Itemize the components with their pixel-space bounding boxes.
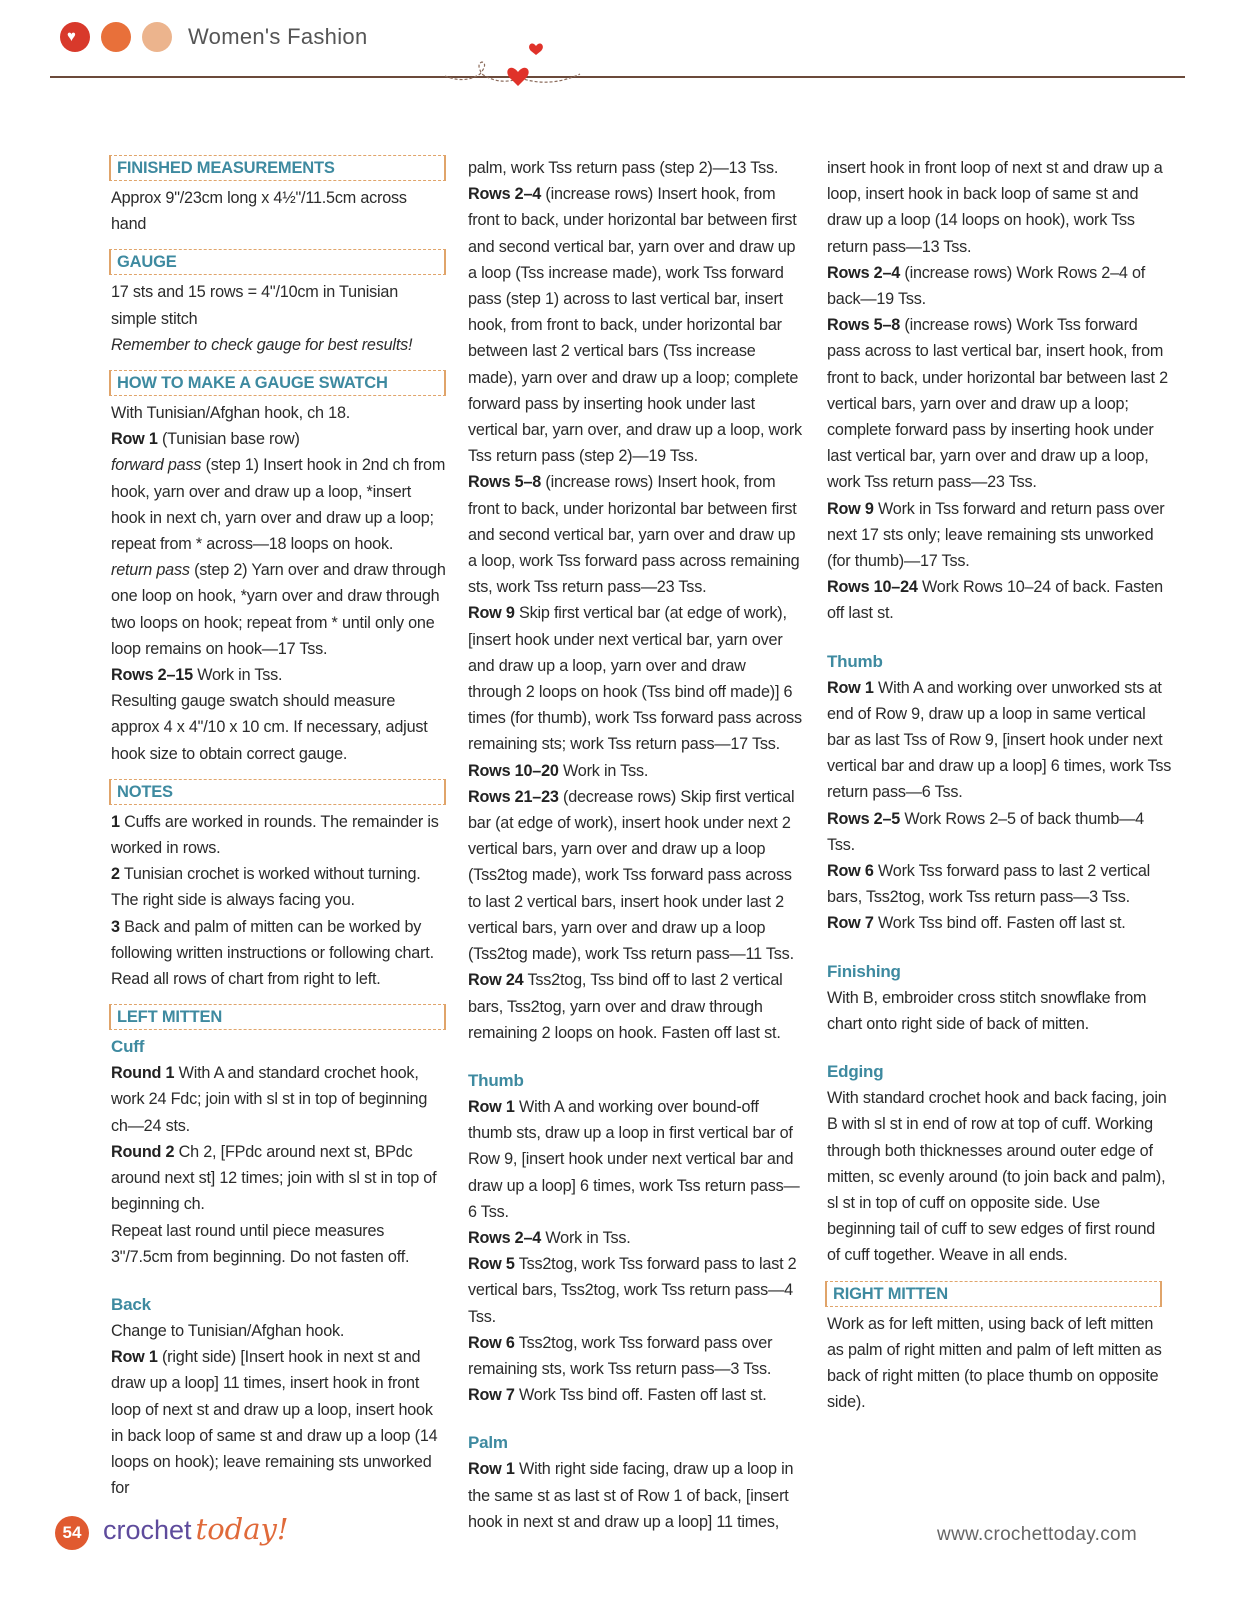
back-rows-5-8: Rows 5–8 (increase rows) Insert hook, from front to back, under horizontal bar between first and second vertical bar, yarn over and draw up a loop, work Tss forward pass across remaining sts, work Tss return pass—23 Tss. (468, 473, 800, 597)
palm-row-1: Row 1 With right side facing, draw up a loop in the same st as last st of Row 1 of back, [insert hook in next st and draw up a loop] 11 times, (468, 1460, 794, 1531)
cuff-round-1: Round 1 With A and standard crochet hook, work 24 Fdc; join with sl st in top of beginning ch—24 sts. (111, 1064, 428, 1135)
finishing-text: With B, embroider cross stitch snowflake from chart onto right side of back of mitten. (827, 988, 1147, 1033)
right-mitten-heading: RIGHT MITTEN (825, 1281, 1162, 1307)
edging-heading: Edging (827, 1062, 884, 1082)
swatch-intro: With Tunisian/Afghan hook, ch 18. (111, 404, 351, 423)
notes-heading: NOTES (109, 779, 446, 805)
orange-dot-icon (101, 22, 131, 52)
palm-thumb-rows-2-5: Rows 2–5 Work Rows 2–5 of back thumb—4 Tss. (827, 809, 1144, 854)
note-1: 1 Cuffs are worked in rounds. The remainder is worked in rows. (111, 812, 439, 858)
red-dot-icon (60, 22, 90, 52)
swatch-rows-2-15: Rows 2–15 Work in Tss. (111, 666, 283, 685)
left-mitten-heading: LEFT MITTEN (109, 1004, 446, 1030)
back-row-9: Row 9 Skip first vertical bar (at edge of work), [insert hook under next vertical bar, yarn over and draw up a loop, yarn over and draw through 2 loops on hook (Tss bind off made)] 6 times (for thumb), work Tss forward pass across remaining sts; work Tss return pass—17 Tss. (468, 604, 802, 754)
column-1 (111, 155, 446, 1501)
back-thumb-row-6: Row 6 Tss2tog, work Tss forward pass over remaining sts, work Tss return pass—3 Tss. (468, 1333, 773, 1378)
palm-rows-10-24: Rows 10–24 Work Rows 10–24 of back. Fasten off last st. (827, 578, 1163, 623)
header-rule (50, 76, 1185, 78)
gauge-swatch-heading: HOW TO MAKE A GAUGE SWATCH (109, 370, 446, 396)
gauge-heading: GAUGE (109, 249, 446, 275)
palm-thumb-heading: Thumb (827, 651, 883, 671)
back-thumb-row-5: Row 5 Tss2tog, work Tss forward pass to last 2 vertical bars, Tss2tog, work Tss return pass—4 Tss. (468, 1255, 797, 1326)
back-heading: Back (111, 1294, 151, 1314)
swatch-result: Resulting gauge swatch should measure approx 4 x 4"/10 x 10 cm. If necessary, adjust hook size to obtain correct gauge. (111, 692, 428, 763)
back-rows-21-23: Rows 21–23 (decrease rows) Skip first vertical bar (at edge of work), insert hook under next 2 vertical bars, yarn over and draw up a loop (Tss2tog made), work Tss forward pass across to last 2 vertical bars, insert hook under last 2 vertical bars, yarn over and draw up a loop (Tss2tog made), work Tss return pass—11 Tss. (468, 787, 795, 964)
brand-crochet: crochet (103, 1515, 192, 1545)
cuff-heading: Cuff (111, 1037, 145, 1057)
palm-row-1-cont: insert hook in front loop of next st and draw up a loop, insert hook in back loop of same st and draw up a loop (14 loops on hook), work Tss return pass—13 Tss. (827, 159, 1163, 256)
column-3 (827, 155, 1172, 1415)
palm-thumb-row-1: Row 1 With A and working over unworked sts at end of Row 9, draw up a loop in same vertical bar as last Tss of Row 9, [insert hook under next vertical bar and draw up a loop] 6 times, work Tss return pass—6 Tss. (827, 678, 1172, 802)
gauge-text: 17 sts and 15 rows = 4"/10cm in Tunisian simple stitch (111, 283, 399, 328)
swatch-return-pass: return pass (step 2) Yarn over and draw through one loop on hook, *yarn over and draw through two loops on hook; repeat from * until only one loop remains on hook—17 Tss. (111, 561, 446, 658)
website-url: www.crochettoday.com (937, 1524, 1137, 1545)
swatch-forward-pass: forward pass (step 1) Insert hook in 2nd ch from hook, yarn over and draw up a loop, *insert hook in next ch, yarn over and draw up a loop; repeat from * across—18 loops on hook. (111, 456, 446, 554)
finished-measurements-text: Approx 9"/23cm long x 4½"/11.5cm across hand (111, 189, 407, 234)
back-thumb-row-1: Row 1 With A and working over bound-off thumb sts, draw up a loop in first vertical bar of Row 9, [insert hook under next vertical bar and draw up a loop] 6 times, work Tss return pass—6 Tss. (468, 1097, 800, 1221)
palm-thumb-row-6: Row 6 Work Tss forward pass to last 2 vertical bars, Tss2tog, work Tss return pass—3 Tss. (827, 862, 1151, 907)
palm-row-9: Row 9 Work in Tss forward and return pass over next 17 sts only; leave remaining sts unworked (for thumb)—17 Tss. (827, 499, 1165, 571)
peach-dot-icon (142, 22, 172, 52)
back-thumb-heading: Thumb (468, 1070, 524, 1090)
cuff-repeat: Repeat last round until piece measures 3"/7.5cm from beginning. Do not fasten off. (111, 1221, 410, 1266)
finishing-heading: Finishing (827, 961, 901, 981)
back-thumb-rows-2-4: Rows 2–4 Work in Tss. (468, 1228, 631, 1247)
back-rows-2-4: Rows 2–4 (increase rows) Insert hook, from front to back, under horizontal bar between first and second vertical bar, yarn over and draw up a loop (Tss increase made), work Tss forward pass (step 1) across to last vertical bar, insert hook, from front to back, under horizontal bar between last 2 vertical bars (Tss increase made), yarn over and draw up a loop; complete forward pass by inserting hook under last vertical bar, yarn over, and draw up a loop, work Tss return pass (step 2)—19 Tss. (468, 185, 802, 466)
back-intro: Change to Tunisian/Afghan hook. (111, 1321, 345, 1340)
heart-icon: ♥ (67, 28, 76, 45)
back-row-1-cont: palm, work Tss return pass (step 2)—13 Tss. (468, 159, 779, 177)
note-3: 3 Back and palm of mitten can be worked by following written instructions or following chart. Read all rows of chart from right to left. (111, 917, 434, 989)
swatch-row-1: Row 1 (Tunisian base row) (111, 430, 300, 449)
note-2: 2 Tunisian crochet is worked without turning. The right side is always facing you. (111, 865, 421, 910)
page-header (0, 0, 1237, 90)
column-2 (468, 155, 803, 1535)
palm-rows-2-4: Rows 2–4 (increase rows) Work Rows 2–4 of back—19 Tss. (827, 263, 1146, 309)
palm-rows-5-8: Rows 5–8 (increase rows) Work Tss forward pass across to last vertical bar, insert hook, from front to back, under horizontal bar between last 2 vertical bars, yarn over and draw up a loop; complete forward pass by inserting hook under last vertical bar, yarn over and draw up a loop, work Tss return pass—23 Tss. (827, 316, 1168, 492)
hearts-icon (440, 34, 590, 94)
palm-heading: Palm (468, 1433, 508, 1453)
brand-today: today! (195, 1512, 289, 1546)
section-title: Women's Fashion (188, 24, 368, 49)
back-thumb-row-7: Row 7 Work Tss bind off. Fasten off last st. (468, 1386, 767, 1405)
page-number: 54 (55, 1516, 89, 1550)
right-mitten-text: Work as for left mitten, using back of left mitten as palm of right mitten and palm of left mitten as back of right mitten (to place thumb on opposite side). (827, 1314, 1162, 1412)
cuff-round-2: Round 2 Ch 2, [FPdc around next st, BPdc around next st] 12 times; join with sl st in top of beginning ch. (111, 1142, 437, 1214)
back-row-1: Row 1 (right side) [Insert hook in next st and draw up a loop] 11 times, insert hook in front loop of next st and draw up a loop, insert hook in back loop of same st and draw up a loop (14 loops on hook); leave remaining sts unworked for (111, 1348, 438, 1498)
finished-measurements-heading: FINISHED MEASUREMENTS (109, 155, 446, 181)
palm-thumb-row-7: Row 7 Work Tss bind off. Fasten off last st. (827, 914, 1126, 933)
edging-text: With standard crochet hook and back facing, join B with sl st in end of row at top of cuff. Working through both thicknesses around outer edge of mitten, sc evenly around (to join back and palm), sl st in top of cuff on opposite side. Use beginning tail of cuff to sew edges of first round of cuff together. Weave in all ends. (827, 1089, 1167, 1265)
back-row-24: Row 24 Tss2tog, Tss bind off to last 2 vertical bars, Tss2tog, yarn over and draw through remaining 2 loops on hook. Fasten off last st. (468, 971, 783, 1042)
brand-logo (103, 1512, 289, 1546)
back-rows-10-20: Rows 10–20 Work in Tss. (468, 761, 649, 780)
gauge-note: Remember to check gauge for best results! (111, 335, 413, 354)
